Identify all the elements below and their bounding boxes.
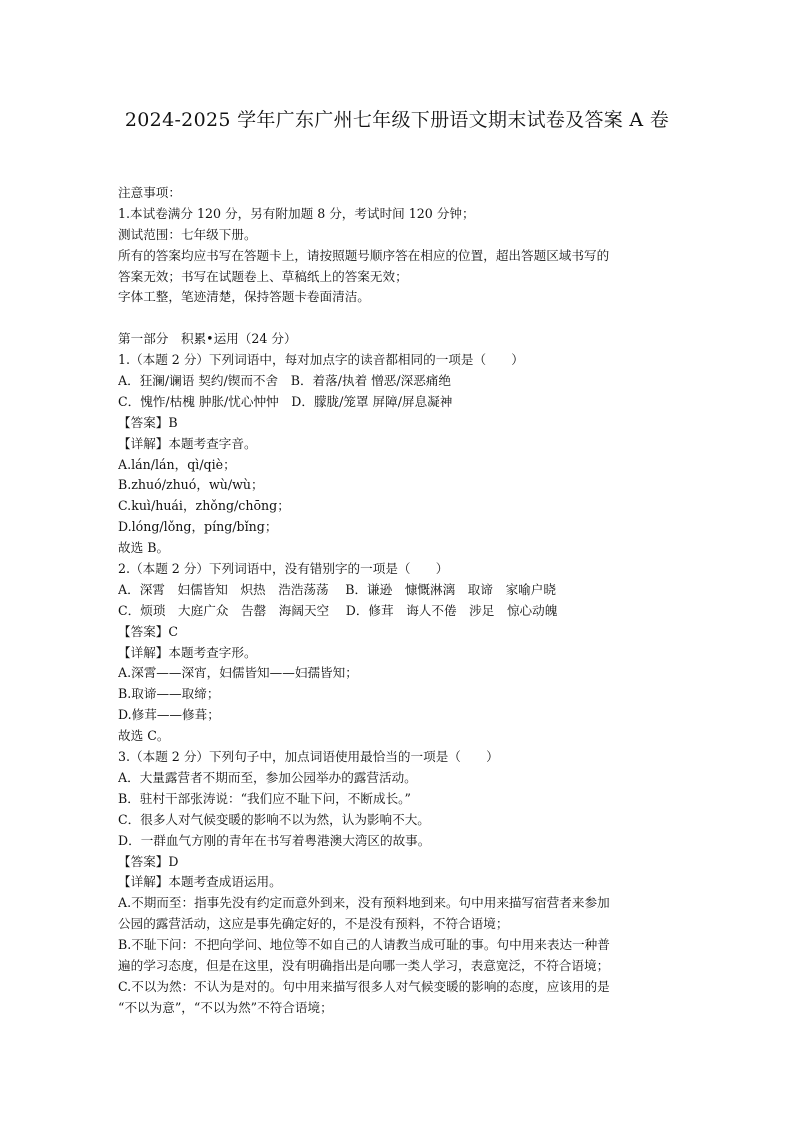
question-option: C．烦琐 大庭广众 告罄 海阔天空 D．修茸 诲人不倦 涉足 惊心动魄 — [118, 602, 558, 618]
question-option: A．深霄 妇儒皆知 炽热 浩浩荡荡 B．谦逊 慷慨淋漓 取谛 家喻户晓 — [118, 581, 556, 597]
note-line: 1.本试卷满分 120 分，另有附加题 8 分，考试时间 120 分钟； — [118, 205, 475, 221]
analysis-line: 公园的露营活动，这应是事先确定好的，不是没有预料，不符合语境； — [118, 916, 509, 932]
document-body — [118, 183, 678, 1019]
analysis-line: C.不以为然：不认为是对的。句中用来描写很多人对气候变暖的影响的态度，应该用的是 — [118, 978, 610, 994]
analysis-line: 【详解】本题考查字音。 — [118, 435, 257, 451]
question-stem: 1.（本题 2 分）下列词语中，每对加点字的读音都相同的一项是（ ） — [118, 352, 524, 368]
document-title: 2024-2025 学年广东广州七年级下册语文期末试卷及答案 A 卷 — [124, 109, 670, 131]
analysis-line: 故选 B。 — [118, 540, 170, 556]
question-stem: 2.（本题 2 分）下列词语中，没有错别字的一项是（ ） — [118, 561, 449, 577]
analysis-line: “不以为意”，“不以为然”不符合语境； — [118, 999, 333, 1015]
note-line: 答案无效；书写在试题卷上、草稿纸上的答案无效； — [118, 268, 408, 284]
analysis-line: D.修茸——修葺； — [118, 707, 220, 723]
question-option: A．大量露营者不期而至，参加公园举办的露营活动。 — [118, 769, 417, 785]
analysis-line: A.lán/lán，qì/qiè； — [118, 456, 236, 472]
analysis-line: 【详解】本题考查字形。 — [118, 644, 257, 660]
analysis-line: 【详解】本题考查成语运用。 — [118, 874, 282, 890]
question-option: D．一群血气方刚的青年在书写着粤港澳大湾区的故事。 — [118, 832, 431, 848]
section-title: 第一部分 积累•运用（24 分） — [118, 331, 297, 347]
analysis-line: 遍的学习态度，但是在这里，没有明确指出是向哪一类人学习，表意宽泛，不符合语境； — [118, 957, 610, 973]
analysis-line: C.kuì/huái，zhǒng/chōng； — [118, 498, 290, 514]
question-stem: 3.（本题 2 分）下列句子中，加点词语使用最恰当的一项是（ ） — [118, 749, 499, 765]
analysis-line: B.不耻下问：不把向学问、地位等不如自己的人请教当成可耻的事。句中用来表达一种普 — [118, 937, 610, 953]
analysis-line: D.lóng/lǒng，píng/bǐng； — [118, 519, 278, 535]
answer-line: 【答案】D — [118, 853, 179, 869]
note-line: 所有的答案均应书写在答题卡上，请按照题号顺序答在相应的位置，超出答题区域书写的 — [118, 247, 610, 263]
answer-line: 【答案】C — [118, 623, 179, 639]
spacer — [118, 308, 678, 329]
question-option: A．狂澜/谰语 契约/锲而不舍 B．着落/执着 憎恶/深恶痛绝 — [118, 373, 451, 389]
analysis-line: B.取谛——取缔； — [118, 686, 220, 702]
note-line: 字体工整，笔迹清楚，保持答题卡卷面清洁。 — [118, 289, 370, 305]
question-option: B．驻村干部张涛说：“我们应不耻下问，不断成长。” — [118, 790, 411, 806]
notes-heading: 注意事项： — [118, 185, 181, 200]
analysis-line: B.zhuó/zhuó，wù/wù； — [118, 477, 264, 493]
question-option: C．愧怍/枯槐 肿胀/忧心忡忡 D．朦胧/笼罩 屏障/屏息凝神 — [118, 393, 453, 409]
analysis-line: A.深霄——深宵，妇儒皆知——妇孺皆知； — [118, 665, 358, 681]
question-option: C．很多人对气候变暖的影响不以为然，认为影响不大。 — [118, 811, 430, 827]
answer-line: 【答案】B — [118, 414, 178, 430]
analysis-line: 故选 C。 — [118, 728, 170, 744]
note-line: 测试范围：七年级下册。 — [118, 226, 257, 242]
analysis-line: A.不期而至：指事先没有约定而意外到来，没有预料地到来。句中用来描写宿营者来参加 — [118, 895, 610, 911]
